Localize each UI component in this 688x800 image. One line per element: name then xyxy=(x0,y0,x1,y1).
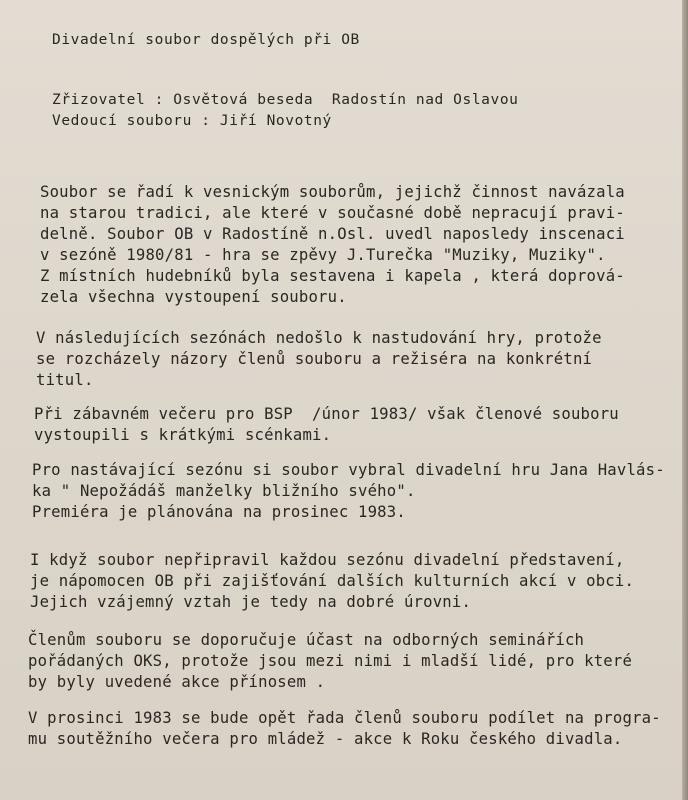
paragraph-5-line-1: I když soubor nepřipravil každou sezónu divadelní představení, xyxy=(30,551,625,569)
paragraph-6-line-2: pořádaných OKS, protože jsou mezi nimi i mladší lidé, pro které xyxy=(28,652,633,670)
paragraph-1-line-4: v sezóně 1980/81 - hra se zpěvy J.Turečka "Muziky, Muziky". xyxy=(40,246,606,264)
founder-line: Zřizovatel : Osvětová beseda Radostín nad Oslavou xyxy=(52,92,519,108)
paragraph-1-line-2: na starou tradici, ale které v současné době nepracují pravi- xyxy=(40,204,625,222)
paragraph-7-line-2: mu soutěžního večera pro mládež - akce k Roku českého divadla. xyxy=(28,730,623,748)
paragraph-4-line-1: Pro nastávající sezónu si soubor vybral divadelní hru Jana Havlás- xyxy=(32,461,665,479)
document-title: Divadelní soubor dospělých při OB xyxy=(52,32,360,48)
paragraph-7-line-1: V prosinci 1983 se bude opět řada členů souboru podílet na progra- xyxy=(28,709,661,727)
paragraph-2-line-1: V následujících sezónách nedošlo k nastudování hry, protože xyxy=(36,329,602,347)
page-edge xyxy=(682,0,688,800)
paragraph-2-line-3: titul. xyxy=(36,371,94,389)
paragraph-6-line-3: by byly uvedené akce přínosem . xyxy=(28,673,326,691)
leader-line: Vedoucí souboru : Jiří Novotný xyxy=(52,113,332,129)
paragraph-4-line-2: ka " Nepožádáš manželky bližního svého". xyxy=(32,482,416,500)
paragraph-5-line-2: je nápomocen OB při zajišťování dalších kulturních akcí v obci. xyxy=(30,572,635,590)
paragraph-6-line-1: Členům souboru se doporučuje účast na odborných seminářích xyxy=(28,631,585,649)
paragraph-2-line-2: se rozcházely názory členů souboru a režiséra na konkrétní xyxy=(36,350,593,368)
paragraph-1-line-5: Z místních hudebníků byla sestavena i kapela , která doprová- xyxy=(40,267,625,285)
paragraph-3-line-1: Při zábavném večeru pro BSP /únor 1983/ však členové souboru xyxy=(34,405,619,423)
paragraph-1-line-1: Soubor se řadí k vesnickým souborům, jejichž činnost navázala xyxy=(40,183,625,201)
paragraph-1-line-3: delně. Soubor OB v Radostíně n.Osl. uvedl naposledy inscenaci xyxy=(40,225,625,243)
paragraph-4-line-3: Premiéra je plánována na prosinec 1983. xyxy=(32,503,406,521)
paragraph-1-line-6: zela všechna vystoupení souboru. xyxy=(40,288,347,306)
paragraph-3-line-2: vystoupili s krátkými scénkami. xyxy=(34,426,332,444)
paragraph-5-line-3: Jejich vzájemný vztah je tedy na dobré úrovni. xyxy=(30,593,472,611)
